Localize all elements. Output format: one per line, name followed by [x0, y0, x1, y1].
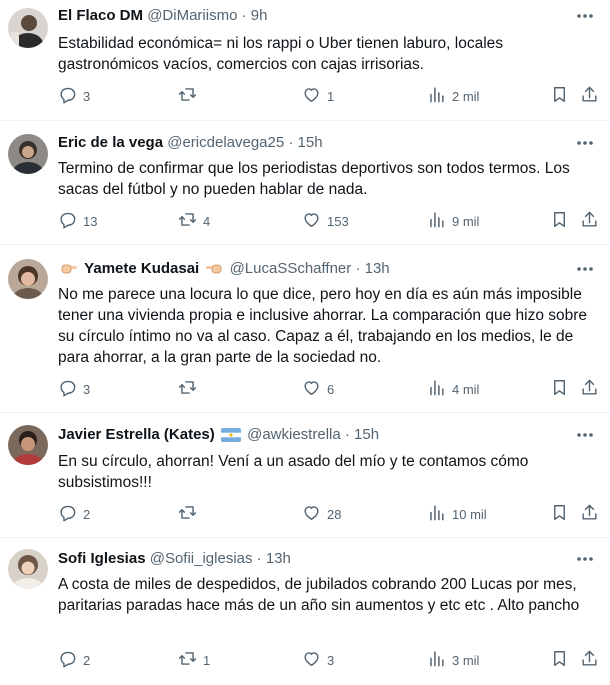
like-icon — [302, 85, 321, 107]
bookmark-icon — [550, 378, 569, 400]
retweet-button[interactable] — [178, 504, 203, 524]
tweet-header: Sofi Iglesias @Sofii_iglesias · 13h — [58, 550, 291, 567]
action-bar — [58, 86, 596, 106]
author-handle[interactable]: @ericdelavega25 — [167, 134, 285, 151]
reply-icon — [58, 503, 77, 525]
author-name[interactable]: Javier Estrella (Kates) — [58, 426, 215, 443]
tweet-card[interactable] — [0, 538, 610, 685]
share-button[interactable] — [580, 86, 599, 106]
retweet-icon — [178, 378, 197, 400]
reply-button[interactable] — [58, 650, 90, 670]
like-icon — [302, 503, 321, 525]
retweet-button[interactable] — [178, 379, 203, 399]
tweet-header: Eric de la vega @ericdelavega25 · 15h — [58, 134, 323, 151]
reply-icon — [58, 378, 77, 400]
more-icon[interactable] — [574, 425, 596, 445]
views-icon — [427, 210, 446, 232]
bookmark-button[interactable] — [550, 86, 569, 106]
like-button[interactable] — [302, 379, 334, 399]
timestamp[interactable]: 15h — [354, 426, 380, 443]
retweet-icon — [178, 210, 197, 232]
author-handle[interactable]: @LucaSSchaffner — [229, 260, 352, 277]
views-button[interactable] — [427, 86, 479, 106]
views-icon — [427, 503, 446, 525]
reply-count: 2 — [83, 506, 91, 522]
action-bar — [58, 504, 596, 524]
reply-count: 3 — [83, 381, 91, 397]
tweet-text: Termino de confirmar que los periodistas deportivos son todos termos. Los sacas del fútbol y no pueden hablar de nada. — [58, 160, 570, 198]
reply-icon — [58, 649, 77, 671]
share-button[interactable] — [580, 504, 599, 524]
share-icon — [580, 649, 599, 671]
reply-button[interactable] — [58, 211, 97, 231]
tweet-text: A costa de miles de despedidos, de jubilados cobrando 200 Lucas por mes, paritarias paradas hace más de un año sin aumentos y etc etc . Alto pancho — [58, 576, 580, 614]
retweet-icon — [178, 85, 197, 107]
views-icon — [427, 649, 446, 671]
action-bar — [58, 379, 596, 399]
tweet-text: En su círculo, ahorran! Vení a un asado del mío y te contamos cómo subsistimos!!! — [58, 453, 529, 491]
bookmark-icon — [550, 503, 569, 525]
reply-button[interactable] — [58, 379, 90, 399]
tweet-header: Javier Estrella (Kates) @awkiestrella · 15h — [58, 425, 570, 448]
timestamp[interactable]: 9h — [250, 7, 268, 24]
like-icon — [302, 210, 321, 232]
reply-icon — [58, 85, 77, 107]
views-count: 9 mil — [452, 213, 480, 229]
action-bar — [58, 211, 596, 231]
tweet-card[interactable] — [0, 245, 610, 413]
like-icon — [302, 649, 321, 671]
views-button[interactable] — [427, 650, 479, 670]
tweet-card[interactable] — [0, 121, 610, 245]
tweet-card[interactable] — [0, 0, 610, 121]
views-button[interactable] — [427, 211, 479, 231]
author-handle[interactable]: @DiMariismo — [147, 7, 238, 24]
views-button[interactable] — [427, 504, 487, 524]
tweet-header: El Flaco DM @DiMariismo · 9h — [58, 7, 268, 24]
author-name[interactable]: Yamete Kudasai — [84, 260, 200, 277]
share-icon — [580, 85, 599, 107]
like-button[interactable] — [302, 86, 334, 106]
author-name[interactable]: Eric de la vega — [58, 134, 164, 151]
like-count: 3 — [327, 652, 335, 668]
views-icon — [427, 85, 446, 107]
reply-button[interactable] — [58, 504, 90, 524]
retweet-count: 1 — [203, 652, 211, 668]
retweet-button[interactable] — [178, 650, 210, 670]
reply-icon — [58, 210, 77, 232]
tweet-text: No me parece una locura lo que dice, pero hoy en día es aún más imposible tener una vivienda propia e inclusive ahorrar. La comparación que hizo sobre su círculo íntimo no va al caso. Capaz a él, trabajando en los medios, le de para ahorrar, a la gran parte de la sociedad no. — [58, 286, 588, 366]
bookmark-icon — [550, 210, 569, 232]
bookmark-icon — [550, 85, 569, 107]
bookmark-button[interactable] — [550, 504, 569, 524]
author-handle[interactable]: @awkiestrella — [247, 426, 341, 443]
views-count: 2 mil — [452, 88, 480, 104]
like-button[interactable] — [302, 211, 349, 231]
share-button[interactable] — [580, 379, 599, 399]
views-count: 4 mil — [452, 381, 480, 397]
retweet-button[interactable] — [178, 211, 210, 231]
more-icon[interactable] — [574, 6, 596, 26]
like-count: 6 — [327, 381, 335, 397]
pointing-hand-emoji — [60, 260, 78, 282]
avatar[interactable] — [8, 8, 48, 48]
pointing-hand-emoji — [205, 260, 223, 282]
tweet-text: Estabilidad económica= ni los rappi o Uber tienen laburo, locales gastronómicos vacíos, comercios con cajas irrisorias. — [58, 35, 504, 73]
retweet-count: 4 — [203, 213, 211, 229]
author-handle[interactable]: @Sofii_iglesias — [149, 550, 253, 567]
more-icon[interactable] — [574, 549, 596, 569]
reply-count: 3 — [83, 88, 91, 104]
bookmark-button[interactable] — [550, 211, 569, 231]
avatar[interactable] — [8, 549, 48, 589]
share-icon — [580, 210, 599, 232]
views-icon — [427, 378, 446, 400]
author-name[interactable]: Sofi Iglesias — [58, 550, 146, 567]
like-count: 153 — [327, 213, 349, 229]
avatar[interactable] — [8, 259, 48, 299]
bookmark-button[interactable] — [550, 379, 569, 399]
views-count: 3 mil — [452, 652, 480, 668]
avatar[interactable] — [8, 134, 48, 174]
author-name[interactable]: El Flaco DM — [58, 7, 144, 24]
avatar[interactable] — [8, 425, 48, 465]
like-button[interactable] — [302, 504, 341, 524]
timestamp[interactable]: 15h — [297, 134, 323, 151]
reply-button[interactable] — [58, 86, 90, 106]
share-button[interactable] — [580, 650, 599, 670]
bookmark-button[interactable] — [550, 650, 569, 670]
reply-count: 2 — [83, 652, 91, 668]
more-icon[interactable] — [574, 259, 596, 279]
retweet-icon — [178, 649, 197, 671]
tweet-header: Yamete Kudasai @LucaSSchaffner · 13h — [58, 259, 570, 282]
like-count: 1 — [327, 88, 335, 104]
more-icon[interactable] — [574, 133, 596, 153]
share-button[interactable] — [580, 211, 599, 231]
like-icon — [302, 378, 321, 400]
timestamp[interactable]: 13h — [364, 260, 390, 277]
action-bar — [58, 650, 596, 670]
retweet-icon — [178, 503, 197, 525]
retweet-button[interactable] — [178, 86, 203, 106]
views-count: 10 mil — [452, 506, 487, 522]
views-button[interactable] — [427, 379, 479, 399]
argentina-flag-emoji — [221, 428, 241, 448]
bookmark-icon — [550, 649, 569, 671]
share-icon — [580, 378, 599, 400]
like-button[interactable] — [302, 650, 334, 670]
timestamp[interactable]: 13h — [265, 550, 291, 567]
reply-count: 13 — [83, 213, 98, 229]
like-count: 28 — [327, 506, 342, 522]
share-icon — [580, 503, 599, 525]
tweet-card[interactable] — [0, 413, 610, 538]
